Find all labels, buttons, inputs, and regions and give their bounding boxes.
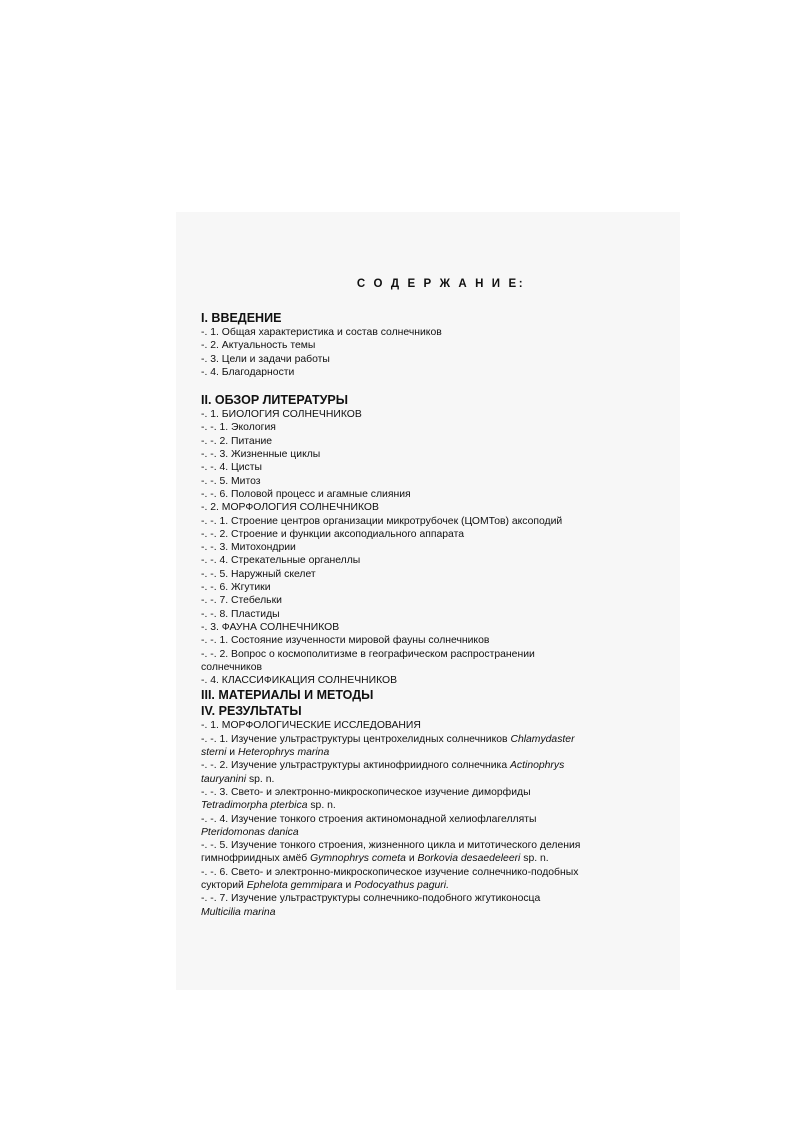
toc-entry [201,634,641,647]
toc-entry [201,733,641,746]
toc-sections [201,310,641,919]
entry-text: и [405,853,418,865]
entry-text: -. 2. Актуальность темы [201,340,316,352]
section-heading: I. ВВЕДЕНИЕ [201,311,282,325]
toc-entry [201,448,641,461]
toc-entry [201,515,641,528]
taxon-name: Multicilia marina [201,906,276,918]
toc-entry [201,353,641,366]
entry-text: -. 1. МОРФОЛОГИЧЕСКИЕ ИССЛЕДОВАНИЯ [201,720,421,732]
entry-text: -. -. 1. Изучение ультраструктуры центрохелидных солнечников [201,733,511,745]
entry-text: -. -. 7. Изучение ультраструктуры солнечнико-подобного жгутиконосца [201,893,541,905]
section-heading: IV. РЕЗУЛЬТАТЫ [201,704,302,719]
toc-entry [201,461,641,474]
entry-text: -. -. 1. Экология [201,422,276,434]
toc-entry [201,541,641,554]
taxon-name: sterni [201,747,227,759]
toc-entry [201,661,641,674]
taxon-name: Heterophrys marina [238,747,330,759]
toc-entry [201,608,641,621]
toc-entry [201,408,641,421]
toc-entry [201,906,641,919]
entry-text: солнечников [201,661,263,673]
toc-entry [201,475,641,488]
entry-text: -. 1. БИОЛОГИЯ СОЛНЕЧНИКОВ [201,409,362,421]
toc-entry [201,648,641,661]
taxon-name: Ephelota gemmipara [246,879,343,891]
taxon-name: Gymnophrys cometa [310,853,406,865]
entry-text: sp. n. [246,773,275,785]
entry-text: -. -. 5. Митоз [201,475,261,487]
entry-text: -. -. 3. Жизненные циклы [201,449,321,461]
toc-section [201,392,641,687]
toc-entry [201,759,641,772]
entry-text: -. -. 5. Изучение тонкого строения, жизненного цикла и митотического деления [201,840,581,852]
taxon-name: Chlamydaster [510,733,575,745]
entry-text: -. -. 5. Наружный скелет [201,568,316,580]
toc-entry [201,839,641,852]
toc-entry [201,366,641,379]
entry-text: -. -. 6. Половой процесс и агамные слияния [201,488,411,500]
toc-entry [201,852,641,865]
toc-entry [201,435,641,448]
entry-text: sp. n. [307,800,336,812]
entry-text: -. -. 4. Стрекательные органеллы [201,555,361,567]
entry-text: -. -. 1. Строение центров организации микротрубочек (ЦОМТов) аксоподий [201,515,563,527]
entry-text: -. -. 6. Жгутики [201,582,271,594]
toc-entry [201,773,641,786]
taxon-name: tauryanini [201,773,247,785]
entry-text: -. -. 6. Свето- и электронно-микроскопическое изучение солнечнико-подобных [201,866,579,878]
entry-text: гимнофриидных амёб [201,853,311,865]
entry-text: -. 3. ФАУНА СОЛНЕЧНИКОВ [201,621,340,633]
toc-entry [201,594,641,607]
entry-text: -. -. 7. Стебельки [201,595,282,607]
entry-text: sp. n. [520,853,549,865]
toc-entry [201,786,641,799]
entry-text: -. -. 4. Изучение тонкого строения актиномонадной хелиофлагелляты [201,813,537,825]
toc-entry [201,879,641,892]
entry-text: -. -. 8. Пластиды [201,608,280,620]
taxon-name: Podocyathus paguri. [354,879,449,891]
section-heading: III. МАТЕРИАЛЫ И МЕТОДЫ [201,688,374,703]
toc-entry [201,866,641,879]
toc-entry [201,826,641,839]
toc-entry [201,326,641,339]
table-of-contents [201,276,641,932]
taxon-name: Tetradimorpha pterbica [201,800,308,812]
taxon-name: Pteridomonas danica [201,826,299,838]
taxon-name: Actinophrys [510,760,565,772]
toc-entry [201,421,641,434]
toc-title: С О Д Е Р Ж А Н И Е: [356,278,526,290]
toc-entry [201,568,641,581]
entry-text: и [342,879,355,891]
toc-entry [201,621,641,634]
toc-entry [201,554,641,567]
entry-text: -. -. 2. Питание [201,435,273,447]
section-heading: II. ОБЗОР ЛИТЕРАТУРЫ [201,393,348,408]
entry-text: -. -. 2. Вопрос о космополитизме в географическом распространении [201,648,535,660]
entry-text: -. 4. Благодарности [201,366,295,378]
toc-entry [201,501,641,514]
toc-entry [201,528,641,541]
toc-entry [201,581,641,594]
toc-entry [201,892,641,905]
toc-entry [201,719,641,732]
toc-entry [201,339,641,352]
entry-text: -. 4. КЛАССИФИКАЦИЯ СОЛНЕЧНИКОВ [201,675,398,687]
entry-text: сукторий [201,879,247,891]
entry-text: -. 1. Общая характеристика и состав солнечников [201,327,442,338]
entry-text: -. -. 1. Состояние изученности мировой фауны солнечников [201,635,490,647]
toc-section [201,687,641,703]
entry-text: -. -. 3. Митохондрии [201,542,296,554]
toc-section [201,703,641,918]
toc-entry [201,813,641,826]
toc-entry [201,674,641,687]
toc-section [201,310,641,379]
entry-text: -. -. 2. Изучение ультраструктуры актинофриидного солнечника [201,760,510,772]
entry-text: -. -. 2. Строение и функции аксоподиального аппарата [201,528,465,540]
toc-entry [201,799,641,812]
entry-text: -. -. 4. Цисты [201,462,262,474]
entry-text: и [226,747,238,759]
taxon-name: Borkovia desaedeleeri [417,853,521,865]
entry-text: -. 2. МОРФОЛОГИЯ СОЛНЕЧНИКОВ [201,502,379,514]
entry-text: -. 3. Цели и задачи работы [201,353,330,365]
toc-entry [201,746,641,759]
toc-entry [201,488,641,501]
entry-text: -. -. 3. Свето- и электронно-микроскопическое изучение диморфиды [201,786,531,798]
